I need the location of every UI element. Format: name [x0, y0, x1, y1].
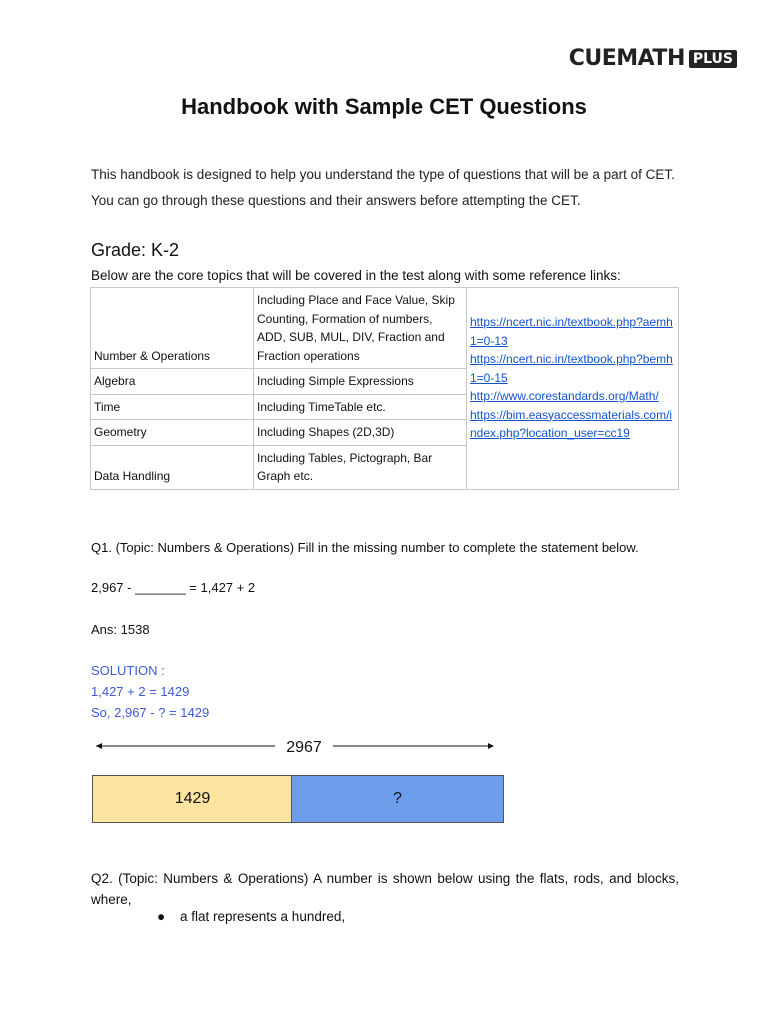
solution-line: So, 2,967 - ? = 1429 — [91, 705, 210, 720]
reference-link[interactable]: https://bim.easyaccessmaterials.com/index.php?location_user=cc19 — [470, 407, 673, 440]
question-2-text: Q2. (Topic: Numbers & Operations) A number is shown below using the flats, rods, and blocks, where, — [91, 871, 679, 907]
known-part-label: 1429 — [174, 790, 211, 807]
topic-desc: Including Shapes (2D,3D) — [254, 420, 467, 446]
total-arrow-diagram — [92, 733, 504, 763]
solution-title: SOLUTION : — [91, 663, 165, 678]
question-1-answer: Ans: 1538 — [91, 622, 150, 637]
cuemath-plus-logo — [569, 46, 737, 71]
reference-link[interactable]: http://www.corestandards.org/Math/ — [470, 389, 659, 403]
question-1-text: Q1. (Topic: Numbers & Operations) Fill in the missing number to complete the statement below. — [91, 540, 639, 555]
bullet-item — [157, 909, 345, 924]
grade-heading: Grade: K-2 — [91, 240, 180, 260]
topics-intro: Below are the core topics that will be covered in the test along with some reference links: — [91, 268, 621, 283]
reference-links-cell — [467, 288, 679, 490]
topic-desc: Including Place and Face Value, Skip Counting, Formation of numbers, ADD, SUB, MUL, DIV, Fraction and Fraction operations — [254, 288, 467, 369]
solution-line: 1,427 + 2 = 1429 — [91, 684, 190, 699]
reference-link[interactable]: https://ncert.nic.in/textbook.php?bemh1=0-15 — [470, 352, 673, 385]
reference-link[interactable]: https://ncert.nic.in/textbook.php?aemh1=0-13 — [470, 315, 673, 348]
logo-text: CUEMATH — [568, 46, 685, 71]
topic-name: Number & Operations — [91, 288, 254, 369]
left-arrowhead — [96, 743, 102, 749]
bullet-text: a flat represents a hundred, — [180, 909, 346, 924]
topic-desc: Including TimeTable etc. — [254, 394, 467, 420]
bullet-dot: ● — [157, 909, 166, 924]
topic-name: Algebra — [91, 369, 254, 395]
solution-block — [91, 660, 209, 723]
topic-name: Data Handling — [91, 445, 254, 489]
total-label: 2967 — [286, 739, 322, 756]
topics-table — [90, 287, 679, 490]
logo-badge: PLUS — [689, 50, 737, 68]
page-title: Handbook with Sample CET Questions — [181, 94, 587, 119]
table-row — [91, 288, 679, 369]
topic-desc: Including Tables, Pictograph, Bar Graph etc. — [254, 445, 467, 489]
intro-paragraph: This handbook is designed to help you understand the type of questions that will be a part of CET. You can go through these questions and their answers before attempting the CET. — [91, 167, 675, 208]
known-part-bar — [92, 775, 292, 823]
question-1-equation: 2,967 - _______ = 1,427 + 2 — [91, 580, 256, 595]
topic-name: Geometry — [91, 420, 254, 446]
right-arrowhead — [488, 743, 494, 749]
unknown-part-bar — [291, 775, 504, 823]
topic-name: Time — [91, 394, 254, 420]
topic-desc: Including Simple Expressions — [254, 369, 467, 395]
unknown-part-label: ? — [393, 790, 402, 807]
